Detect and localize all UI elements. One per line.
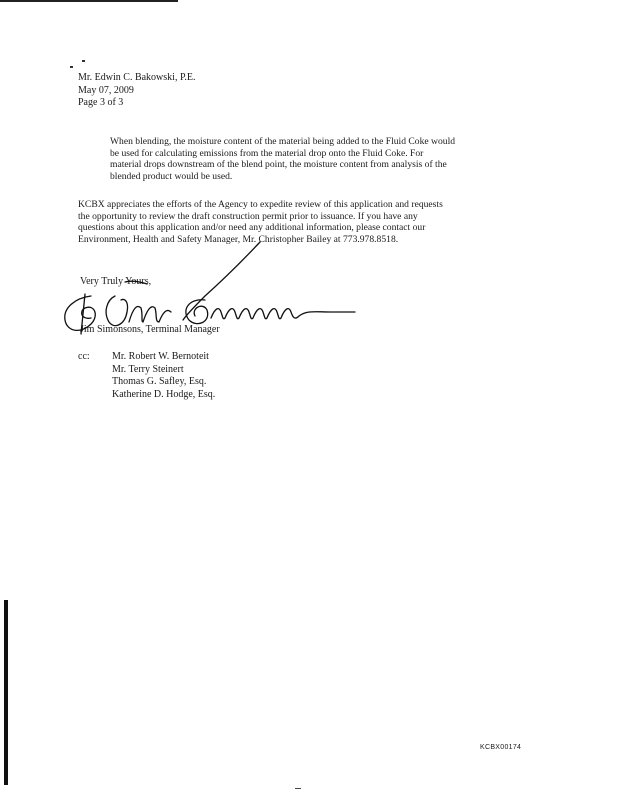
paragraph-line: Environment, Health and Safety Manager, Mr. Christopher Bailey at 773.978.8518. [78, 233, 399, 245]
paragraph-blending [110, 136, 455, 182]
cc-recipient: Mr. Terry Steinert [112, 363, 184, 375]
paragraph-line: blended product would be used. [110, 170, 233, 182]
scan-edge-bar [4, 600, 8, 785]
paragraph-line: the opportunity to review the draft construction permit prior to issuance. If you have any [78, 210, 418, 222]
cc-recipient: Katherine D. Hodge, Esq. [112, 388, 216, 400]
scan-speck [70, 66, 73, 68]
paragraph-line: When blending, the moisture content of the material being added to the Fluid Coke would [110, 136, 456, 147]
closing-salutation: Very Truly Yours, [80, 276, 152, 287]
cc-label: cc: [78, 351, 90, 362]
letter-date: May 07, 2009 [78, 84, 134, 96]
paragraph-line: questions about this application and/or need any additional information, please contact our [78, 222, 426, 234]
cc-recipient-list [112, 351, 215, 401]
signer-name-title: Jim Simonsons, Terminal Manager [80, 324, 220, 335]
paragraph-line: be used for calculating emissions from the material drop onto the Fluid Coke. For [110, 147, 424, 159]
letter-header [78, 72, 196, 110]
page-number: Page 3 of 3 [78, 97, 124, 108]
scan-speck [82, 60, 85, 62]
cc-recipient: Mr. Robert W. Bernoteit [112, 351, 209, 362]
handwritten-signature [55, 238, 365, 338]
scan-mark [295, 788, 301, 789]
bates-number: KCBX00174 [480, 744, 522, 751]
cc-recipient: Thomas G. Safley, Esq. [112, 376, 207, 388]
paragraph-line: KCBX appreciates the efforts of the Agency to expedite review of this application and requests [78, 199, 443, 210]
recipient-name: Mr. Edwin C. Bakowski, P.E. [78, 72, 196, 83]
top-scan-rule [0, 0, 178, 2]
paragraph-line: material drops downstream of the blend point, the moisture content from analysis of the [110, 159, 447, 171]
